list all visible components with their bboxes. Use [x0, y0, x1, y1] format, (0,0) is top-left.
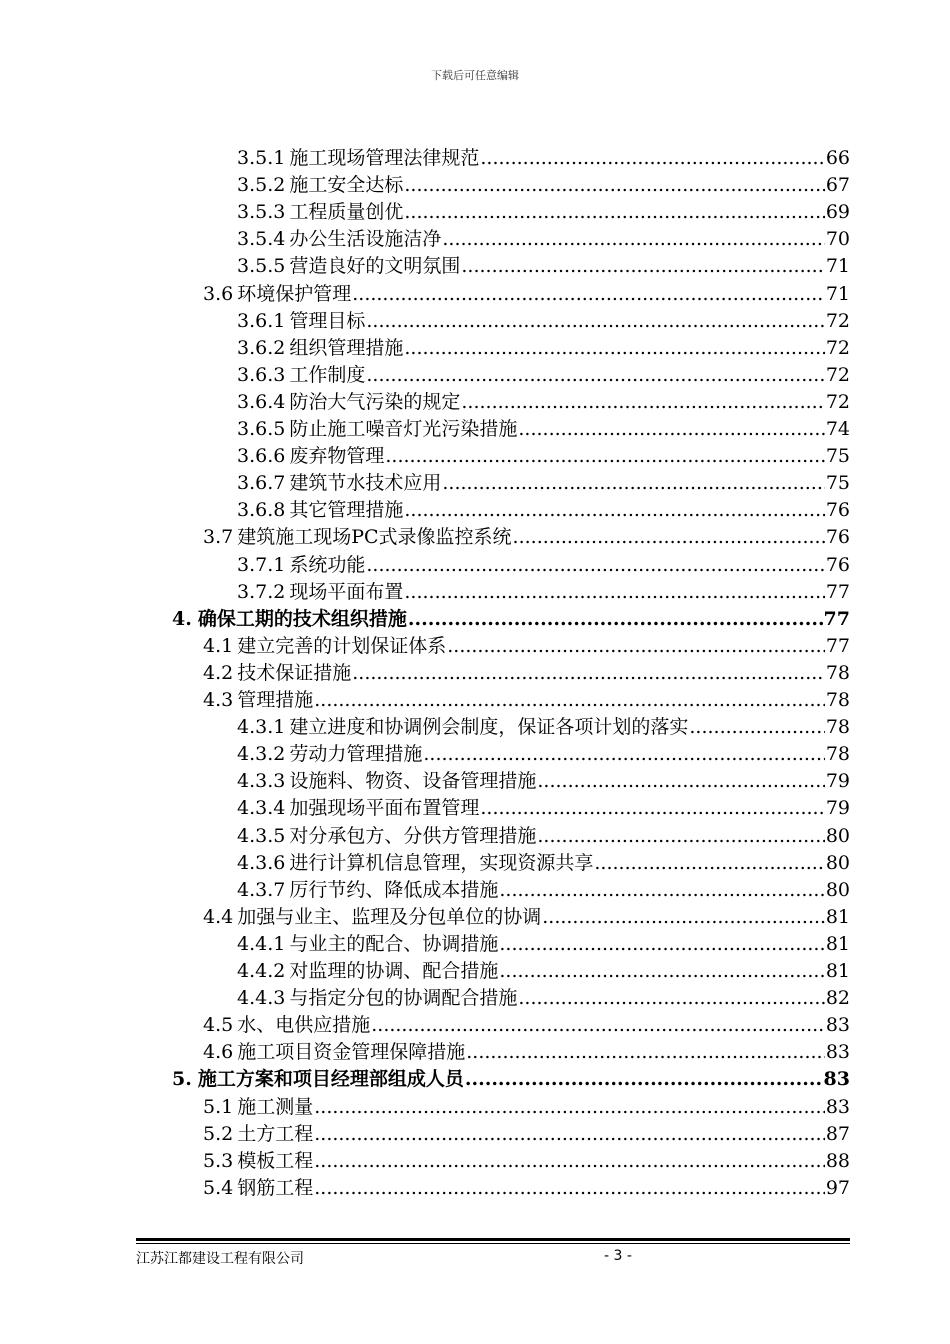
toc-leader-dots [404, 497, 824, 524]
toc-leader-dots [404, 199, 824, 226]
toc-leader-dots [466, 1039, 825, 1066]
toc-entry-title: 与指定分包的协调配合措施 [289, 987, 518, 1010]
footer-divider-thin [136, 1243, 850, 1244]
toc-entry-number: 3.7 [203, 526, 234, 549]
toc-entry[interactable] [237, 497, 850, 524]
toc-entry-number: 3.6.1 [237, 309, 286, 332]
toc-entry-page: 77 [825, 634, 850, 657]
toc-entry-number: 4.3.6 [237, 851, 286, 874]
toc-entry-title: 其它管理措施 [289, 499, 404, 522]
toc-leader-dots [461, 253, 824, 280]
toc-entry[interactable] [203, 524, 850, 551]
toc-entry-title: 营造良好的文明氛围 [289, 255, 461, 278]
toc-entry[interactable] [237, 985, 850, 1012]
toc-entry-page: 83 [825, 1041, 850, 1064]
toc-leader-dots [352, 660, 825, 687]
toc-entry-number: 5.3 [203, 1149, 234, 1172]
toc-entry-title: 建筑施工现场PC式录像监控系统 [237, 526, 512, 549]
toc-entry[interactable] [237, 768, 850, 795]
toc-entry-page: 69 [825, 201, 850, 224]
toc-entry-number: 3.7.1 [237, 553, 286, 576]
toc-leader-dots [518, 416, 824, 443]
toc-entry[interactable] [172, 606, 850, 633]
toc-leader-dots [404, 335, 824, 362]
toc-entry[interactable] [237, 172, 850, 199]
toc-entry-title: 管理目标 [289, 309, 366, 332]
toc-entry-number: 4. [172, 607, 192, 630]
toc-entry-page: 78 [825, 661, 850, 684]
toc-leader-dots [314, 1121, 825, 1148]
toc-entry-title: 施工安全达标 [289, 174, 404, 197]
toc-entry[interactable] [237, 470, 850, 497]
toc-entry-number: 4.3.7 [237, 878, 286, 901]
toc-entry-title: 环境保护管理 [237, 282, 352, 305]
toc-entry-title: 现场平面布置 [289, 580, 404, 603]
toc-entry[interactable] [237, 714, 850, 741]
toc-leader-dots [366, 362, 824, 389]
toc-entry-page: 78 [825, 716, 850, 739]
toc-entry[interactable] [203, 660, 850, 687]
toc-entry-page: 80 [825, 851, 850, 874]
toc-entry-title: 模板工程 [237, 1149, 314, 1172]
toc-leader-dots [314, 1175, 825, 1202]
toc-entry[interactable] [203, 1121, 850, 1148]
toc-entry[interactable] [203, 633, 850, 660]
toc-entry-page: 97 [825, 1176, 850, 1199]
footer-page-number: - 3 - [604, 1248, 632, 1264]
toc-entry-title: 建立进度和协调例会制度，保证各项计划的落实 [289, 716, 689, 739]
toc-entry-title: 进行计算机信息管理，实现资源共享 [289, 851, 594, 874]
toc-entry-page: 78 [825, 743, 850, 766]
toc-entry-number: 4.3.1 [237, 716, 286, 739]
toc-entry-number: 3.5.4 [237, 228, 286, 251]
footer-divider [136, 1238, 850, 1241]
toc-entry[interactable] [237, 416, 850, 443]
toc-entry-number: 5.1 [203, 1095, 234, 1118]
toc-leader-dots [499, 958, 824, 985]
toc-entry-number: 3.6.2 [237, 336, 286, 359]
toc-entry-number: 3.6.4 [237, 390, 286, 413]
toc-entry-number: 4.3.5 [237, 824, 286, 847]
toc-leader-dots [442, 470, 824, 497]
toc-entry-page: 67 [825, 174, 850, 197]
toc-entry[interactable] [237, 253, 850, 280]
toc-entry-page: 76 [825, 526, 850, 549]
toc-entry-number: 4.3 [203, 689, 234, 711]
toc-entry[interactable] [237, 850, 850, 877]
toc-entry-page: 75 [825, 472, 850, 495]
toc-leader-dots [352, 281, 825, 308]
toc-leader-dots [404, 579, 824, 606]
toc-entry-page: 87 [825, 1122, 850, 1145]
toc-entry-title: 防止施工噪音灯光污染措施 [289, 418, 518, 440]
toc-leader-dots [480, 145, 824, 172]
toc-entry-page: 77 [823, 607, 850, 630]
toc-entry-page: 81 [825, 932, 850, 955]
toc-entry-number: 3.6.8 [237, 499, 286, 522]
toc-entry-title: 办公生活设施洁净 [289, 228, 442, 251]
toc-entry-title: 组织管理措施 [289, 336, 404, 359]
toc-entry-number: 3.6.3 [237, 363, 286, 386]
toc-entry[interactable] [203, 1175, 850, 1202]
toc-entry-number: 4.2 [203, 661, 234, 684]
toc-entry[interactable] [237, 226, 850, 253]
toc-entry-number: 4.3.4 [237, 797, 286, 820]
toc-entry-number: 4.1 [203, 634, 234, 657]
toc-entry[interactable] [203, 1012, 850, 1039]
toc-entry-title: 建筑节水技术应用 [289, 472, 442, 495]
toc-entry[interactable] [237, 443, 850, 470]
toc-entry-number: 3.7.2 [237, 580, 286, 603]
toc-entry-title: 对分承包方、分供方管理措施 [289, 824, 537, 847]
toc-leader-dots [537, 768, 824, 795]
toc-leader-dots [314, 1148, 825, 1175]
toc-leader-dots [465, 1066, 823, 1093]
toc-entry-page: 78 [825, 689, 850, 711]
toc-entry-page: 72 [825, 363, 850, 386]
toc-entry-title: 确保工期的技术组织措施 [197, 607, 407, 630]
toc-entry-number: 4.6 [203, 1041, 234, 1064]
toc-entry-page: 79 [825, 797, 850, 820]
toc-entry-page: 80 [825, 878, 850, 901]
toc-entry-title: 工作制度 [289, 363, 366, 386]
toc-entry-page: 81 [825, 960, 850, 982]
toc-entry[interactable] [237, 958, 850, 985]
toc-entry-number: 4.4.1 [237, 932, 286, 955]
toc-entry-title: 设施料、物资、设备管理措施 [289, 770, 537, 793]
toc-entry-page: 72 [825, 390, 850, 413]
toc-entry[interactable] [237, 362, 850, 389]
toc-entry-page: 82 [825, 987, 850, 1010]
toc-entry[interactable] [237, 199, 850, 226]
toc-entry[interactable] [237, 741, 850, 768]
toc-entry[interactable] [203, 904, 850, 931]
toc-entry-title: 施工项目资金管理保障措施 [237, 1041, 466, 1064]
toc-entry-page: 79 [825, 770, 850, 793]
toc-entry[interactable] [237, 795, 850, 822]
toc-entry-title: 水、电供应措施 [237, 1014, 371, 1037]
toc-entry-number: 3.6.7 [237, 472, 286, 495]
toc-leader-dots [689, 714, 824, 741]
toc-entry-number: 5.4 [203, 1176, 234, 1199]
toc-entry[interactable] [203, 1094, 850, 1121]
toc-entry-title: 与业主的配合、协调措施 [289, 932, 499, 955]
toc-leader-dots [314, 687, 825, 714]
toc-entry-title: 土方工程 [237, 1122, 314, 1145]
toc-entry-page: 76 [825, 553, 850, 576]
toc-entry-page: 83 [825, 1095, 850, 1118]
toc-leader-dots [518, 985, 824, 1012]
toc-leader-dots [423, 741, 824, 768]
toc-entry-page: 72 [825, 309, 850, 332]
toc-entry-number: 4.4.2 [237, 960, 286, 982]
toc-entry[interactable] [172, 1066, 850, 1093]
toc-entry[interactable] [203, 687, 850, 714]
toc-leader-dots [371, 1012, 825, 1039]
toc-leader-dots [480, 795, 824, 822]
toc-entry[interactable] [203, 1148, 850, 1175]
toc-leader-dots [542, 904, 825, 931]
toc-entry[interactable] [237, 931, 850, 958]
toc-entry-number: 4.4 [203, 905, 234, 928]
toc-entry-number: 4.3.3 [237, 770, 286, 793]
toc-entry-title: 加强现场平面布置管理 [289, 797, 480, 820]
toc-leader-dots [499, 931, 824, 958]
toc-entry-title: 管理措施 [237, 689, 314, 711]
toc-entry[interactable] [237, 877, 850, 904]
page-header: 下载后可任意编辑 [431, 69, 519, 82]
toc-leader-dots [314, 1094, 825, 1121]
toc-entry[interactable] [237, 308, 850, 335]
toc-entry[interactable] [237, 389, 850, 416]
toc-entry-page: 71 [825, 255, 850, 278]
toc-leader-dots [404, 172, 824, 199]
toc-entry-title: 对监理的协调、配合措施 [289, 960, 499, 982]
toc-entry-page: 70 [825, 228, 850, 251]
toc-entry[interactable] [237, 145, 850, 172]
toc-leader-dots [594, 850, 824, 877]
toc-entry-title: 防治大气污染的规定 [289, 390, 461, 413]
toc-entry-page: 75 [825, 445, 850, 468]
toc-entry-title: 系统功能 [289, 553, 366, 576]
toc-entry-title: 建立完善的计划保证体系 [237, 634, 447, 657]
toc-entry-title: 厉行节约、降低成本措施 [289, 878, 499, 901]
toc-entry-title: 工程质量创优 [289, 201, 404, 224]
toc-entry-number: 4.4.3 [237, 987, 286, 1010]
toc-entry-page: 71 [825, 282, 850, 305]
toc-leader-dots [537, 823, 824, 850]
toc-entry-number: 3.5.3 [237, 201, 286, 224]
toc-entry-page: 88 [825, 1149, 850, 1172]
toc-entry-page: 81 [825, 905, 850, 928]
toc-entry-number: 5. [172, 1068, 192, 1091]
toc-entry[interactable] [203, 1039, 850, 1066]
toc-entry-number: 4.3.2 [237, 743, 286, 766]
toc-entry-title: 施工测量 [237, 1095, 314, 1118]
toc-entry-number: 5.2 [203, 1122, 234, 1145]
toc-entry-title: 废弃物管理 [289, 445, 385, 468]
toc-entry[interactable] [203, 281, 850, 308]
toc-leader-dots [461, 389, 824, 416]
toc-entry-title: 劳动力管理措施 [289, 743, 423, 766]
toc-entry-number: 3.5.5 [237, 255, 286, 278]
toc-leader-dots [366, 552, 824, 579]
toc-entry-number: 3.6.6 [237, 445, 286, 468]
toc-leader-dots [442, 226, 824, 253]
toc-entry[interactable] [237, 335, 850, 362]
toc-entry-title: 加强与业主、监理及分包单位的协调 [237, 905, 542, 928]
toc-leader-dots [366, 308, 824, 335]
toc-entry[interactable] [237, 823, 850, 850]
toc-entry-title: 钢筋工程 [237, 1176, 314, 1199]
toc-entry-number: 3.5.2 [237, 174, 286, 197]
toc-entry[interactable] [237, 579, 850, 606]
toc-leader-dots [499, 877, 824, 904]
toc-entry-number: 3.5.1 [237, 147, 286, 169]
toc-entry-title: 技术保证措施 [237, 661, 352, 684]
toc-leader-dots [447, 633, 825, 660]
toc-entry-number: 3.6.5 [237, 418, 286, 440]
footer-company: 江苏江都建设工程有限公司 [136, 1251, 304, 1267]
toc-entry-number: 3.6 [203, 282, 234, 305]
toc-entry-title: 施工现场管理法律规范 [289, 147, 480, 169]
toc-entry-page: 80 [825, 824, 850, 847]
toc-entry-page: 74 [825, 418, 850, 440]
toc-entry-number: 4.5 [203, 1014, 234, 1037]
toc-leader-dots [385, 443, 824, 470]
toc-leader-dots [513, 524, 825, 551]
toc-entry-page: 77 [825, 580, 850, 603]
toc-entry-page: 83 [825, 1014, 850, 1037]
toc-leader-dots [408, 606, 823, 633]
toc-entry-title: 施工方案和项目经理部组成人员 [197, 1068, 464, 1091]
toc-entry-page: 66 [825, 147, 850, 169]
toc-entry-page: 76 [825, 499, 850, 522]
toc-entry-page: 72 [825, 336, 850, 359]
toc-entry-page: 83 [823, 1068, 850, 1091]
toc-entry[interactable] [237, 552, 850, 579]
